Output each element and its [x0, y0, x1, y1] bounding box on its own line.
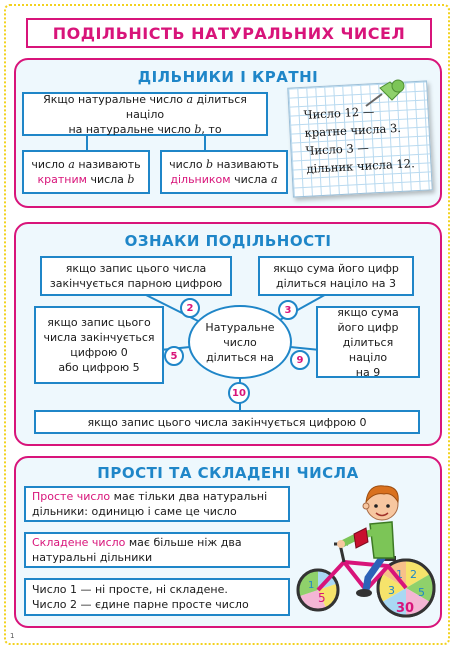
composite-definition-box: Складене число має більше ніж два натуральні дільники [24, 532, 290, 568]
definition-line-2: на натуральне число b, то [68, 122, 222, 136]
badge-9: 9 [290, 350, 310, 370]
section-heading: ОЗНАКИ ПОДІЛЬНОСТІ [124, 232, 332, 250]
term-multiple: кратним [37, 173, 87, 186]
example-note: Число 12 — кратне числа 3. Число 3 — дільник числа 12. [287, 80, 433, 197]
divisor-box: число b називають дільником числа a [160, 150, 288, 194]
term-composite: Складене число [32, 536, 126, 549]
page-title: ПОДІЛЬНІСТЬ НАТУРАЛЬНИХ ЧИСЕЛ [52, 23, 406, 43]
divisibility-center: Натуральне число ділиться на [188, 305, 292, 379]
wheel-number: 1 [396, 568, 403, 581]
wheel-number: 5 [418, 586, 425, 599]
wheel-number: 1 [308, 580, 315, 591]
wheel-number: 30 [396, 601, 415, 616]
rule-by-2-box: якщо запис цього числа закінчується парною цифрою [40, 256, 232, 296]
section-heading: ПРОСТІ ТА СКЛАДЕНІ ЧИСЛА [97, 464, 359, 482]
definition-line-1: Якщо натуральне число a ділиться націло [43, 92, 247, 121]
badge-2: 2 [180, 298, 200, 318]
badge-10: 10 [228, 382, 250, 404]
rule-by-10-box: якщо запис цього числа закінчується цифрою 0 [34, 410, 420, 434]
prime-definition-box: Просте число має тільки два натуральні дільники: одиницю і саме це число [24, 486, 290, 522]
badge-3: 3 [278, 300, 298, 320]
rule-by-3-box: якщо сума його цифр ділиться націло на 3 [258, 256, 414, 296]
rule-by-9-box: якщо сума його цифр ділиться націло на 9 [316, 306, 420, 378]
badge-5: 5 [164, 346, 184, 366]
special-numbers-box: Число 1 — ні просте, ні складене. Число 2 — єдине парне просте число [24, 578, 290, 616]
boy-on-bicycle-illustration [296, 466, 440, 622]
rule-by-5-box: якщо запис цього числа закінчується цифрою 0 або цифрою 5 [34, 306, 164, 384]
term-divisor: дільником [170, 173, 231, 186]
section-heading: ДІЛЬНИКИ І КРАТНІ [137, 68, 319, 86]
wheel-number: 3 [388, 584, 395, 597]
wheel-number: 2 [410, 568, 417, 581]
wheel-number: 5 [318, 591, 326, 605]
page-number: 1 [10, 632, 15, 640]
term-prime: Просте число [32, 490, 111, 503]
multiple-box: число a називають кратним числа b [22, 150, 150, 194]
